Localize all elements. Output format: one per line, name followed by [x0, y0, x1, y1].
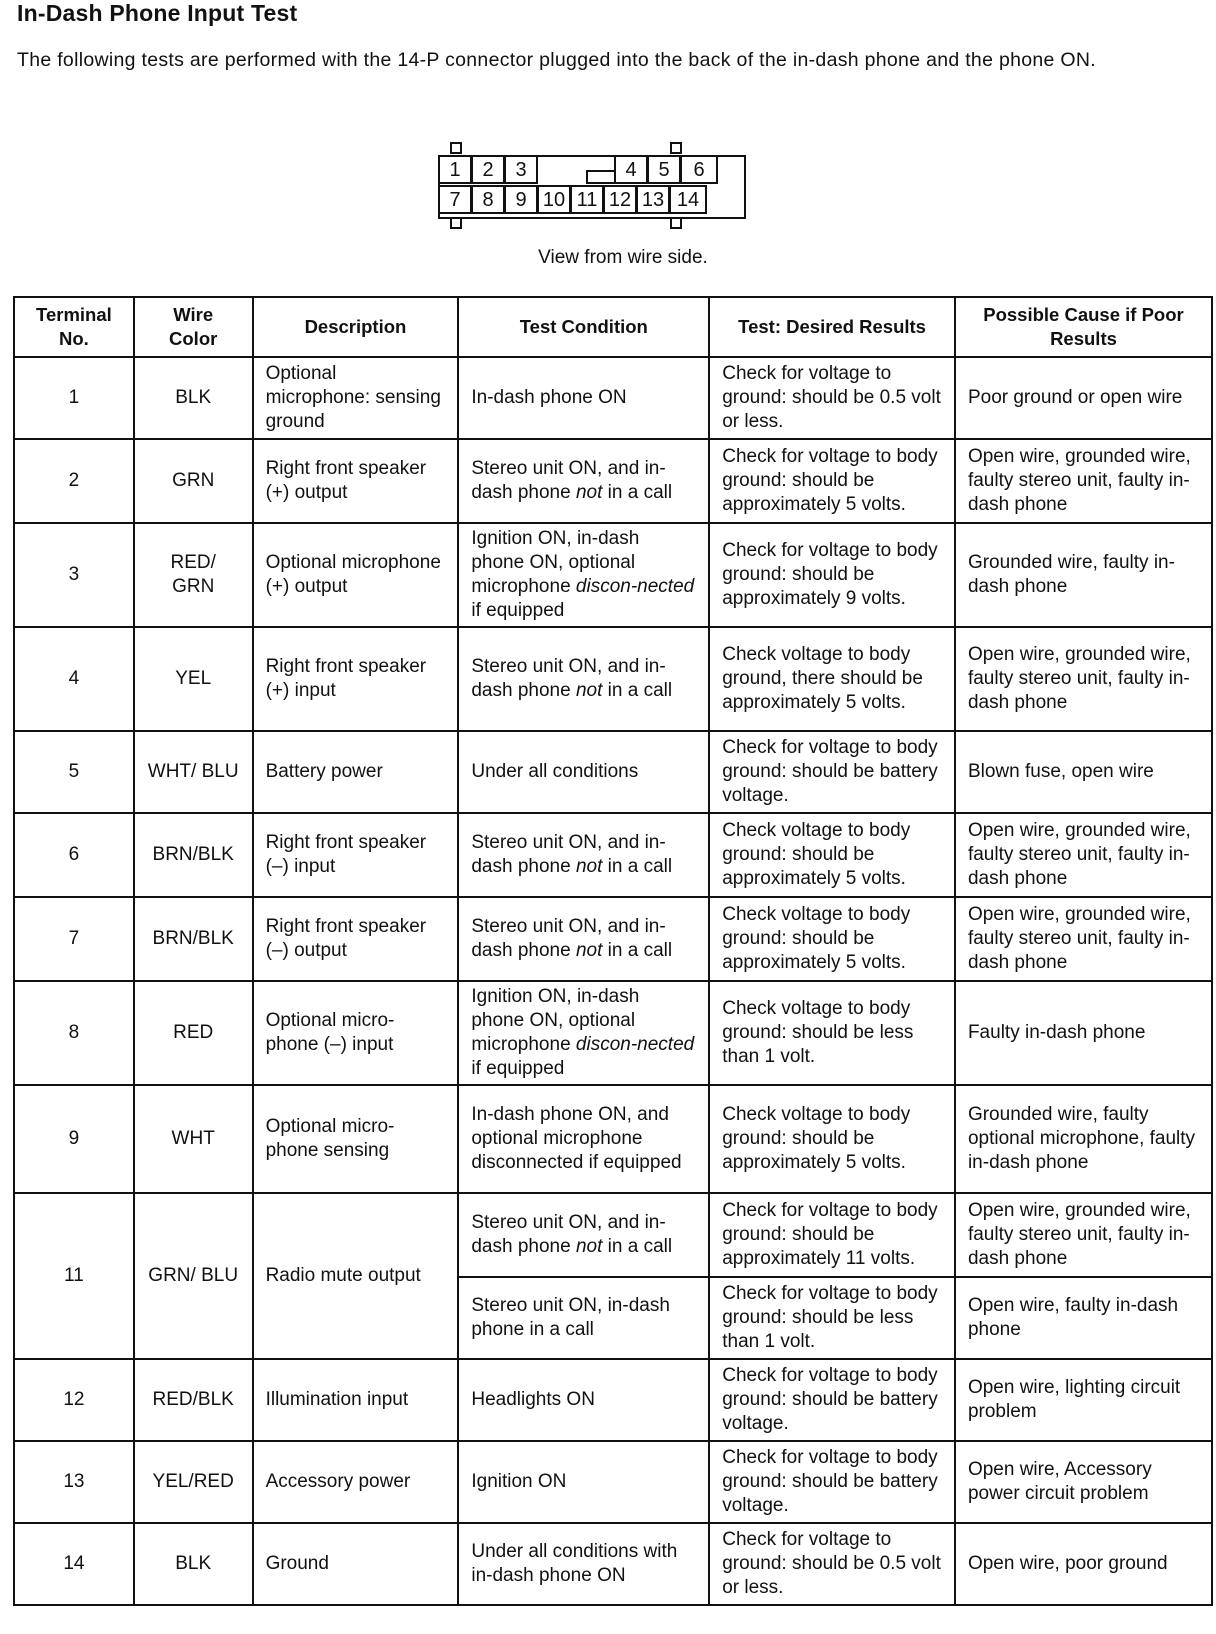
condition-cell: Under all conditions: [458, 731, 709, 813]
terminal-cell: 3: [14, 523, 134, 627]
condition-cell: Stereo unit ON, and in-dash phone not in a call: [458, 439, 709, 523]
condition-cell: Ignition ON, in-dash phone ON, optional microphone discon-nected if equipped: [458, 981, 709, 1085]
table-row: [14, 357, 1212, 439]
description-cell: Right front speaker (–) input: [253, 813, 459, 897]
pin-5: 5: [647, 155, 681, 184]
description-cell: Optional micro-phone (–) input: [253, 981, 459, 1085]
pin-8: 8: [471, 185, 505, 214]
pin-2: 2: [471, 155, 505, 184]
description-cell: Ground: [253, 1523, 459, 1605]
terminal-cell: 4: [14, 627, 134, 731]
condition-cell: In-dash phone ON, and optional microphone disconnected if equipped: [458, 1085, 709, 1193]
wire-color-cell: RED/BLK: [134, 1359, 253, 1441]
condition-cell: Stereo unit ON, and in-dash phone not in a call: [458, 813, 709, 897]
emphasis-text: discon-nected: [575, 576, 695, 597]
table-row: [14, 439, 1212, 523]
pin-9: 9: [504, 185, 538, 214]
pin-7: 7: [438, 185, 472, 214]
condition-cell: Ignition ON: [458, 1441, 709, 1523]
table-row: [14, 523, 1212, 627]
desired-result-cell: Check for voltage to body ground: should be approximately 9 volts.: [709, 523, 955, 627]
terminal-cell: 14: [14, 1523, 134, 1605]
table-row: [14, 1193, 1212, 1277]
wire-color-cell: GRN: [134, 439, 253, 523]
description-cell: Optional microphone (+) output: [253, 523, 459, 627]
header-possible-cause: Possible Cause if Poor Results: [955, 297, 1212, 357]
cause-cell: Open wire, grounded wire, faulty stereo unit, faulty in-dash phone: [955, 627, 1212, 731]
emphasis-text: not: [575, 680, 603, 701]
description-cell: Illumination input: [253, 1359, 459, 1441]
page-title: In-Dash Phone Input Test: [17, 0, 298, 26]
desired-result-cell: Check voltage to body ground: should be less than 1 volt.: [709, 981, 955, 1085]
desired-result-cell: Check voltage to body ground: should be approximately 5 volts.: [709, 897, 955, 981]
cause-cell: Open wire, grounded wire, faulty stereo unit, faulty in-dash phone: [955, 897, 1212, 981]
cause-cell: Open wire, grounded wire, faulty stereo unit, faulty in-dash phone: [955, 1193, 1212, 1277]
condition-cell: Ignition ON, in-dash phone ON, optional microphone discon-nected if equipped: [458, 523, 709, 627]
condition-cell: Stereo unit ON, and in-dash phone not in a call: [458, 1193, 709, 1277]
connector-lock-tab: [670, 142, 682, 154]
wire-color-cell: BLK: [134, 357, 253, 439]
table-row: [14, 981, 1212, 1085]
description-cell: Accessory power: [253, 1441, 459, 1523]
desired-result-cell: Check for voltage to body ground: should be battery voltage.: [709, 1441, 955, 1523]
condition-cell: Headlights ON: [458, 1359, 709, 1441]
pin-14: 14: [669, 185, 707, 214]
terminal-cell: 7: [14, 897, 134, 981]
cause-cell: Poor ground or open wire: [955, 357, 1212, 439]
desired-result-cell: Check voltage to body ground: should be approximately 5 volts.: [709, 1085, 955, 1193]
emphasis-text: not: [575, 856, 603, 877]
emphasis-text: not: [575, 1236, 603, 1257]
terminal-cell: 1: [14, 357, 134, 439]
terminal-cell: 13: [14, 1441, 134, 1523]
description-cell: Right front speaker (+) output: [253, 439, 459, 523]
connector-diagram: [438, 139, 746, 239]
description-cell: Radio mute output: [253, 1193, 459, 1359]
table-row: [14, 1523, 1212, 1605]
description-cell: Optional microphone: sensing ground: [253, 357, 459, 439]
table-row: [14, 1441, 1212, 1523]
cause-cell: Open wire, grounded wire, faulty stereo unit, faulty in-dash phone: [955, 813, 1212, 897]
desired-result-cell: Check voltage to body ground, there should be approximately 5 volts.: [709, 627, 955, 731]
table-row: [14, 627, 1212, 731]
cause-cell: Open wire, Accessory power circuit problem: [955, 1441, 1212, 1523]
description-cell: Right front speaker (–) output: [253, 897, 459, 981]
pin-13: 13: [636, 185, 670, 214]
table-row: [14, 897, 1212, 981]
desired-result-cell: Check for voltage to body ground: should be battery voltage.: [709, 731, 955, 813]
wire-color-cell: WHT: [134, 1085, 253, 1193]
terminal-cell: 11: [14, 1193, 134, 1359]
description-cell: Right front speaker (+) input: [253, 627, 459, 731]
cause-cell: Blown fuse, open wire: [955, 731, 1212, 813]
table-row: [14, 731, 1212, 813]
table-row: [14, 813, 1212, 897]
condition-cell: Stereo unit ON, and in-dash phone not in a call: [458, 897, 709, 981]
cause-cell: Open wire, faulty in-dash phone: [955, 1277, 1212, 1359]
pin-12: 12: [603, 185, 637, 214]
cause-cell: Grounded wire, faulty optional microphone, faulty in-dash phone: [955, 1085, 1212, 1193]
desired-result-cell: Check voltage to body ground: should be approximately 5 volts.: [709, 813, 955, 897]
terminal-cell: 2: [14, 439, 134, 523]
emphasis-text: not: [575, 482, 603, 503]
header-terminal: Terminal No.: [14, 297, 134, 357]
cause-cell: Open wire, lighting circuit problem: [955, 1359, 1212, 1441]
wire-color-cell: YEL/RED: [134, 1441, 253, 1523]
pin-4: 4: [614, 155, 648, 184]
condition-cell: In-dash phone ON: [458, 357, 709, 439]
wire-color-cell: RED: [134, 981, 253, 1085]
intro-paragraph: The following tests are performed with the 14-P connector plugged into the back of the in-dash phone and the phone ON.: [17, 49, 1096, 71]
desired-result-cell: Check for voltage to body ground: should be approximately 5 volts.: [709, 439, 955, 523]
wire-color-cell: BRN/BLK: [134, 897, 253, 981]
connector-caption: View from wire side.: [538, 247, 708, 268]
pin-10: 10: [537, 185, 571, 214]
wire-color-cell: GRN/ BLU: [134, 1193, 253, 1359]
table-row: [14, 1085, 1212, 1193]
wire-color-cell: BLK: [134, 1523, 253, 1605]
condition-cell: Stereo unit ON, in-dash phone in a call: [458, 1277, 709, 1359]
pin-1: 1: [438, 155, 472, 184]
emphasis-text: discon-nected: [575, 1034, 695, 1055]
test-table: [13, 296, 1213, 1606]
terminal-cell: 9: [14, 1085, 134, 1193]
description-cell: Optional micro-phone sensing: [253, 1085, 459, 1193]
terminal-cell: 8: [14, 981, 134, 1085]
desired-result-cell: Check for voltage to body ground: should be less than 1 volt.: [709, 1277, 955, 1359]
pin-11: 11: [570, 185, 604, 214]
cause-cell: Open wire, grounded wire, faulty stereo unit, faulty in-dash phone: [955, 439, 1212, 523]
pin-6: 6: [680, 155, 718, 184]
condition-cell: Under all conditions with in-dash phone ON: [458, 1523, 709, 1605]
desired-result-cell: Check for voltage to ground: should be 0.5 volt or less.: [709, 1523, 955, 1605]
table-row: [14, 1359, 1212, 1441]
table-header-row: [14, 297, 1212, 357]
cause-cell: Open wire, poor ground: [955, 1523, 1212, 1605]
wire-color-cell: RED/ GRN: [134, 523, 253, 627]
desired-result-cell: Check for voltage to ground: should be 0.5 volt or less.: [709, 357, 955, 439]
terminal-cell: 12: [14, 1359, 134, 1441]
description-cell: Battery power: [253, 731, 459, 813]
wire-color-cell: WHT/ BLU: [134, 731, 253, 813]
wire-color-cell: BRN/BLK: [134, 813, 253, 897]
terminal-cell: 5: [14, 731, 134, 813]
cause-cell: Grounded wire, faulty in-dash phone: [955, 523, 1212, 627]
connector-lock-tab: [450, 142, 462, 154]
header-test-condition: Test Condition: [458, 297, 709, 357]
pin-3: 3: [504, 155, 538, 184]
terminal-cell: 6: [14, 813, 134, 897]
wire-color-cell: YEL: [134, 627, 253, 731]
desired-result-cell: Check for voltage to body ground: should be approximately 11 volts.: [709, 1193, 955, 1277]
cause-cell: Faulty in-dash phone: [955, 981, 1212, 1085]
header-wire-color: Wire Color: [134, 297, 253, 357]
header-desired-results: Test: Desired Results: [709, 297, 955, 357]
emphasis-text: not: [575, 940, 603, 961]
desired-result-cell: Check for voltage to body ground: should be battery voltage.: [709, 1359, 955, 1441]
header-description: Description: [253, 297, 459, 357]
condition-cell: Stereo unit ON, and in-dash phone not in a call: [458, 627, 709, 731]
